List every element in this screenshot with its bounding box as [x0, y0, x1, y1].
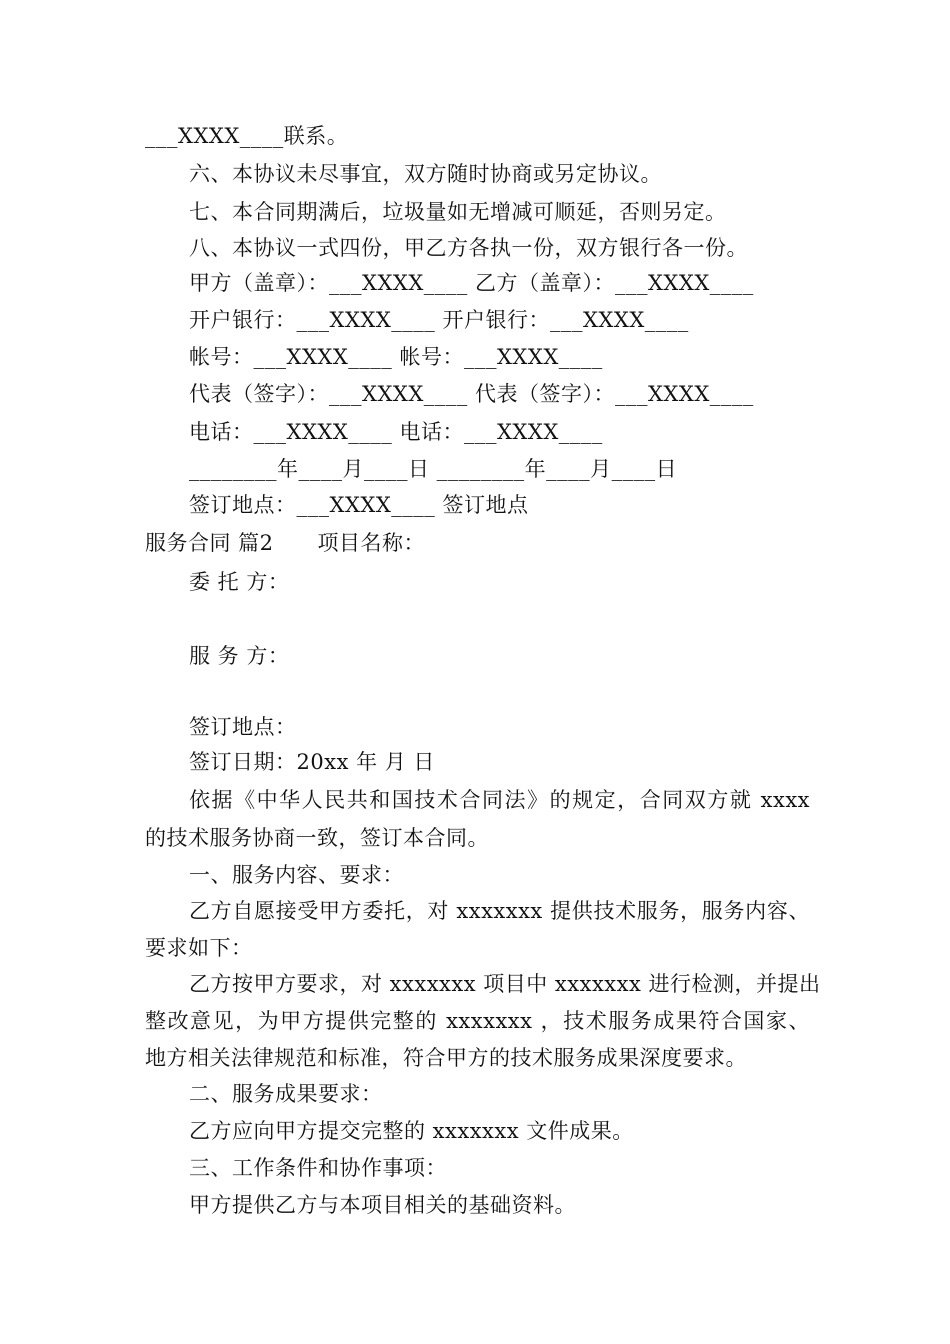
- paragraph-requirements-2: 整改意见，为甲方提供完整的 xxxxxxx ，技术服务成果符合国家、: [145, 1009, 810, 1033]
- heading-work-conditions: 三、工作条件和协作事项：: [189, 1156, 447, 1180]
- date-line: ________年____月____日 ________年____月____日: [189, 457, 678, 481]
- section-title: 服务合同 篇2: [145, 531, 274, 555]
- paragraph-service-1: 乙方自愿接受甲方委托，对 xxxxxxx 提供技术服务，服务内容、: [189, 899, 810, 923]
- provider-label: 服 务 方：: [189, 644, 290, 668]
- paragraph-requirements-3: 地方相关法律规范和标准，符合甲方的技术服务成果深度要求。: [145, 1046, 747, 1070]
- contact-line: ___XXXX____联系。: [145, 124, 349, 148]
- client-label: 委 托 方：: [189, 570, 290, 594]
- phone-line: 电话：___XXXX____ 电话：___XXXX____: [189, 420, 603, 444]
- signing-place-label: 签订地点：: [189, 715, 297, 739]
- heading-service-content: 一、服务内容、要求：: [189, 863, 404, 887]
- project-name-label: 项目名称：: [317, 531, 426, 555]
- clause-seven: 七、本合同期满后，垃圾量如无增减可顺延，否则另定。: [189, 200, 727, 224]
- party-seal-line: 甲方（盖章）：___XXXX____ 乙方（盖章）：___XXXX____: [189, 271, 754, 295]
- paragraph-requirements-1: 乙方按甲方要求，对 xxxxxxx 项目中 xxxxxxx 进行检测，并提出: [189, 972, 821, 996]
- clause-six: 六、本协议未尽事宜，双方随时协商或另定协议。: [189, 162, 662, 186]
- account-line: 帐号：___XXXX____ 帐号：___XXXX____: [189, 345, 603, 369]
- bank-line: 开户银行：___XXXX____ 开户银行：___XXXX____: [189, 308, 689, 332]
- signing-place-line: 签订地点：___XXXX____ 签订地点: [189, 493, 529, 517]
- section-heading: [145, 529, 810, 557]
- heading-deliverables: 二、服务成果要求：: [189, 1082, 383, 1106]
- paragraph-basis-2: 的技术服务协商一致，签订本合同。: [145, 826, 489, 850]
- paragraph-service-2: 要求如下：: [145, 936, 253, 960]
- clause-eight: 八、本协议一式四份，甲乙方各执一份，双方银行各一份。: [189, 236, 748, 260]
- paragraph-basis-1: 依据《中华人民共和国技术合同法》的规定，合同双方就 xxxx: [189, 788, 810, 812]
- signing-date-label: 签订日期：20xx 年 月 日: [189, 750, 435, 774]
- paragraph-deliverables: 乙方应向甲方提交完整的 xxxxxxx 文件成果。: [189, 1119, 634, 1143]
- representative-line: 代表（签字）：___XXXX____ 代表（签字）：___XXXX____: [189, 382, 754, 406]
- paragraph-work-conditions: 甲方提供乙方与本项目相关的基础资料。: [189, 1193, 576, 1217]
